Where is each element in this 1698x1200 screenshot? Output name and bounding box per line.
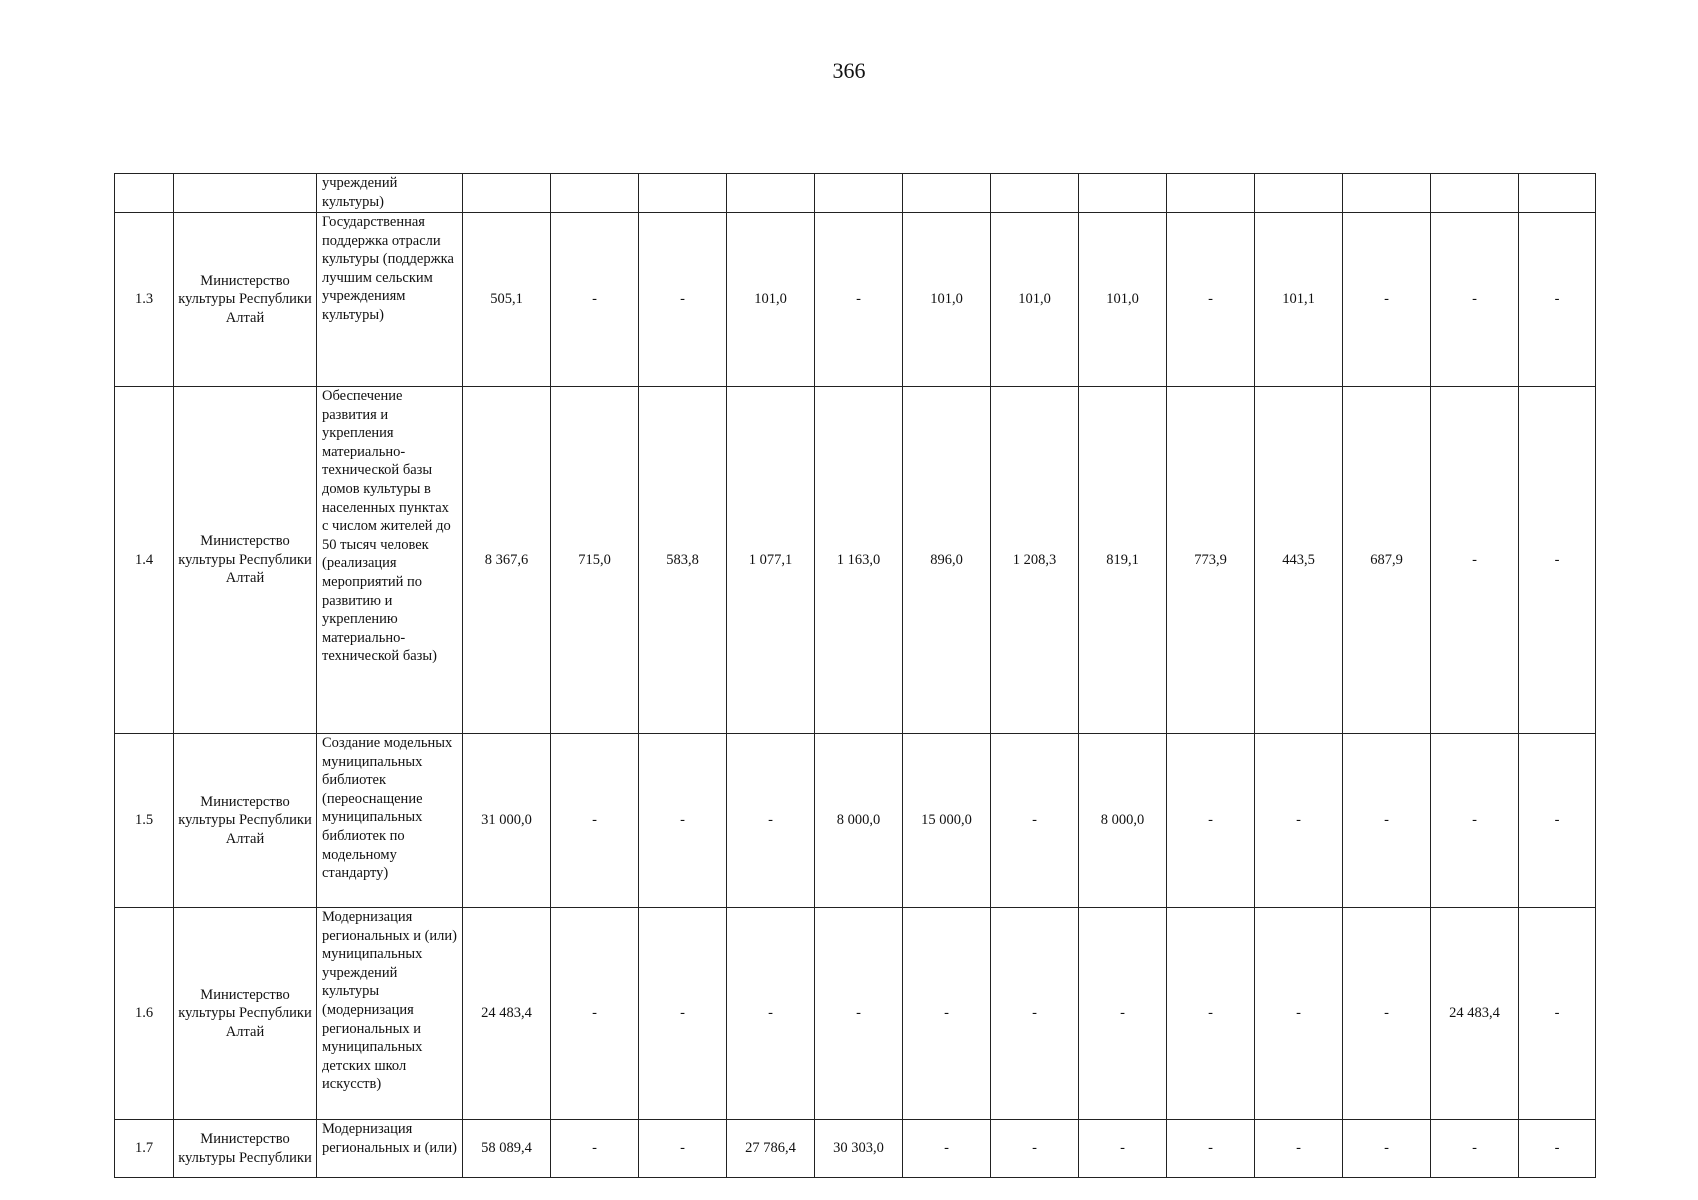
- year-value-cell: -: [1343, 908, 1431, 1120]
- year-value-cell: -: [551, 1120, 639, 1178]
- year-value-cell: -: [1519, 908, 1596, 1120]
- year-value-cell: -: [1167, 213, 1255, 387]
- year-value-cell: -: [639, 1120, 727, 1178]
- year-value-cell: [903, 174, 991, 213]
- year-value-cell: -: [1343, 734, 1431, 908]
- year-value-cell: [1431, 174, 1519, 213]
- total-value-cell: 24 483,4: [463, 908, 551, 1120]
- year-value-cell: -: [903, 1120, 991, 1178]
- row-number-cell: 1.5: [115, 734, 174, 908]
- year-value-cell: -: [551, 908, 639, 1120]
- year-value-cell: -: [727, 908, 815, 1120]
- row-number-cell: 1.4: [115, 387, 174, 734]
- year-value-cell: 101,1: [1255, 213, 1343, 387]
- responsible-cell: [174, 174, 317, 213]
- year-value-cell: 715,0: [551, 387, 639, 734]
- year-value-cell: 15 000,0: [903, 734, 991, 908]
- year-value-cell: -: [815, 213, 903, 387]
- responsible-cell: Министерство культуры Республики Алтай: [174, 213, 317, 387]
- year-value-cell: 1 208,3: [991, 387, 1079, 734]
- year-value-cell: -: [1343, 1120, 1431, 1178]
- year-value-cell: -: [991, 1120, 1079, 1178]
- row-number-cell: 1.3: [115, 213, 174, 387]
- responsible-cell: Министерство культуры Республики Алтай: [174, 908, 317, 1120]
- page-number: 366: [832, 58, 866, 83]
- description-cell: учреждений культуры): [317, 174, 463, 213]
- year-value-cell: 24 483,4: [1431, 908, 1519, 1120]
- row-number-cell: [115, 174, 174, 213]
- table-row: [115, 387, 1596, 734]
- table-body: [115, 174, 1596, 1178]
- description-cell: Создание модельных муниципальных библиотек (переоснащение муниципальных библиотек по модельному стандарту): [317, 734, 463, 908]
- year-value-cell: 30 303,0: [815, 1120, 903, 1178]
- year-value-cell: 443,5: [1255, 387, 1343, 734]
- year-value-cell: -: [1519, 734, 1596, 908]
- year-value-cell: 8 000,0: [1079, 734, 1167, 908]
- year-value-cell: [639, 174, 727, 213]
- year-value-cell: [815, 174, 903, 213]
- year-value-cell: -: [727, 734, 815, 908]
- year-value-cell: -: [551, 734, 639, 908]
- responsible-cell: Министерство культуры Республики: [174, 1120, 317, 1178]
- year-value-cell: 101,0: [991, 213, 1079, 387]
- year-value-cell: 1 163,0: [815, 387, 903, 734]
- year-value-cell: 687,9: [1343, 387, 1431, 734]
- total-value-cell: 505,1: [463, 213, 551, 387]
- year-value-cell: -: [903, 908, 991, 1120]
- year-value-cell: [1255, 174, 1343, 213]
- total-value-cell: 31 000,0: [463, 734, 551, 908]
- year-value-cell: -: [1079, 1120, 1167, 1178]
- year-value-cell: [1343, 174, 1431, 213]
- year-value-cell: -: [1167, 1120, 1255, 1178]
- year-value-cell: [1079, 174, 1167, 213]
- year-value-cell: 773,9: [1167, 387, 1255, 734]
- year-value-cell: -: [1519, 387, 1596, 734]
- total-value-cell: 58 089,4: [463, 1120, 551, 1178]
- year-value-cell: -: [1255, 734, 1343, 908]
- year-value-cell: -: [1431, 213, 1519, 387]
- responsible-cell: Министерство культуры Республики Алтай: [174, 387, 317, 734]
- year-value-cell: 101,0: [727, 213, 815, 387]
- year-value-cell: 896,0: [903, 387, 991, 734]
- row-number-cell: 1.7: [115, 1120, 174, 1178]
- total-value-cell: [463, 174, 551, 213]
- description-cell: Обеспечение развития и укрепления материально-технической базы домов культуры в населенных пунктах с числом жителей до 50 тысяч человек (реализация мероприятий по развитию и укреплению материально-технической базы): [317, 387, 463, 734]
- year-value-cell: -: [1255, 908, 1343, 1120]
- year-value-cell: 101,0: [903, 213, 991, 387]
- table-row: [115, 213, 1596, 387]
- description-cell: Государственная поддержка отрасли культуры (поддержка лучшим сельским учреждениям культуры): [317, 213, 463, 387]
- description-cell: Модернизация региональных и (или) муниципальных учреждений культуры (модернизация региональных и муниципальных детских школ искусств): [317, 908, 463, 1120]
- year-value-cell: -: [1079, 908, 1167, 1120]
- year-value-cell: 583,8: [639, 387, 727, 734]
- table-row: [115, 1120, 1596, 1178]
- year-value-cell: [991, 174, 1079, 213]
- year-value-cell: 819,1: [1079, 387, 1167, 734]
- year-value-cell: -: [1343, 213, 1431, 387]
- year-value-cell: -: [1167, 908, 1255, 1120]
- year-value-cell: -: [639, 734, 727, 908]
- year-value-cell: [551, 174, 639, 213]
- year-value-cell: 101,0: [1079, 213, 1167, 387]
- year-value-cell: -: [1519, 213, 1596, 387]
- year-value-cell: [1519, 174, 1596, 213]
- year-value-cell: -: [991, 734, 1079, 908]
- table-row: [115, 174, 1596, 213]
- year-value-cell: -: [815, 908, 903, 1120]
- row-number-cell: 1.6: [115, 908, 174, 1120]
- year-value-cell: 8 000,0: [815, 734, 903, 908]
- year-value-cell: -: [1519, 1120, 1596, 1178]
- year-value-cell: -: [1167, 734, 1255, 908]
- year-value-cell: -: [1431, 387, 1519, 734]
- year-value-cell: 27 786,4: [727, 1120, 815, 1178]
- year-value-cell: -: [1431, 734, 1519, 908]
- total-value-cell: 8 367,6: [463, 387, 551, 734]
- year-value-cell: -: [1431, 1120, 1519, 1178]
- year-value-cell: [1167, 174, 1255, 213]
- responsible-cell: Министерство культуры Республики Алтай: [174, 734, 317, 908]
- year-value-cell: -: [639, 908, 727, 1120]
- budget-table: [114, 173, 1596, 1178]
- year-value-cell: -: [639, 213, 727, 387]
- year-value-cell: -: [1255, 1120, 1343, 1178]
- table-row: [115, 734, 1596, 908]
- year-value-cell: [727, 174, 815, 213]
- table-row: [115, 908, 1596, 1120]
- year-value-cell: -: [991, 908, 1079, 1120]
- year-value-cell: 1 077,1: [727, 387, 815, 734]
- year-value-cell: -: [551, 213, 639, 387]
- description-cell: Модернизация региональных и (или): [317, 1120, 463, 1178]
